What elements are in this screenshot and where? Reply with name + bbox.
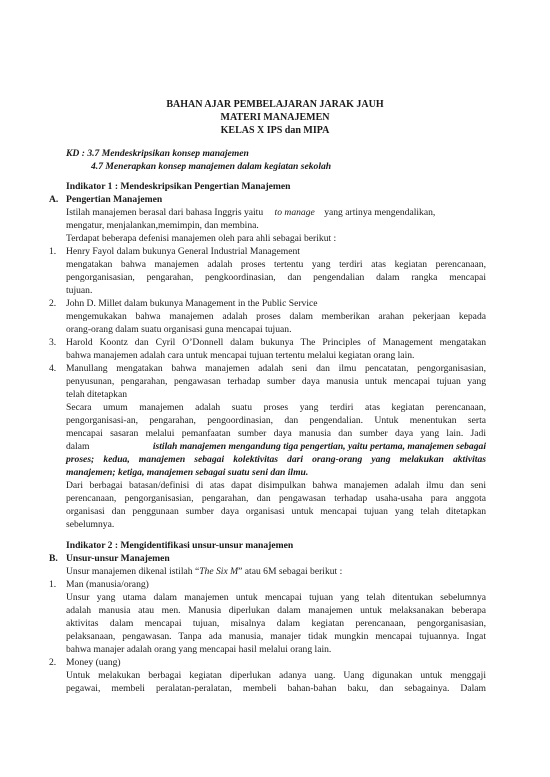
- summary-line-4: [66, 441, 486, 453]
- indikator-1-title: Indikator 1 : Mendeskripsikan Pengertian Manajemen: [66, 181, 291, 192]
- conclusion-line-4: sebelumnya.: [66, 519, 115, 530]
- def-4-line-1: Manullang mengatakan bahwa manajemen adalah seni dan ilmu pencatatan, pengorganisasian,: [66, 363, 486, 374]
- kd-line-1: KD : 3.7 Mendeskripsikan konsep manajemen: [66, 148, 249, 159]
- def-1-line-2: pengorganisasian, pengarahan, pengkoordinasian, dan pengendalian dalam rangka mencapai: [66, 272, 486, 283]
- six-m-1-line-2: adalah manusia atau men. Manusia diperlukan dalam manajemen untuk melaksanakan beberapa: [66, 605, 486, 616]
- section-a-letter: A.: [49, 194, 59, 205]
- summary-line-4-lead: dalam: [66, 441, 90, 452]
- six-m-2-line-1: Untuk melakukan berbagai kegiatan diperlukan adanya uang. Uang digunakan untuk menggaji: [66, 670, 486, 681]
- doc-title-line-1: BAHAN AJAR PEMBELAJARAN JARAK JAUH: [166, 99, 384, 110]
- def-1-line-3: tujuan.: [66, 285, 93, 296]
- indikator-2-title: Indikator 2 : Mengidentifikasi unsur-unsur manajemen: [66, 540, 294, 551]
- six-m-1-number: 1.: [49, 579, 57, 590]
- section-b-title: Unsur-unsur Manajemen: [66, 553, 170, 564]
- doc-title-line-3: KELAS X IPS dan MIPA: [220, 125, 330, 136]
- intro-text-a: Istilah manajemen berasal dari bahasa Inggris yaitu: [66, 207, 264, 218]
- summary-line-1: Secara umum manajemen adalah suatu proses yang terdiri atas kegiatan perencanaan,: [66, 402, 486, 413]
- section-b-letter: B.: [49, 553, 58, 564]
- six-m-intro: [66, 566, 342, 578]
- def-1-heading: Henry Fayol dalam bukunya General Industrial Management: [66, 246, 300, 257]
- six-m-1-line-1: Unsur yang utama dalam manajemen untuk mencapai tujuan yang telah ditentukan sebelumnya: [66, 592, 486, 603]
- summary-line-6: manajemen; ketiga, manajemen sebagai suatu seni dan ilmu.: [66, 467, 309, 478]
- intro-line-3: Terdapat beberapa defenisi manajemen oleh para ahli sebagai berikut :: [66, 233, 337, 244]
- kd-line-2: 4.7 Menerapkan konsep manajemen dalam kegiatan sekolah: [91, 161, 332, 172]
- def-1-line-1: mengatakan bahwa manajemen adalah proses tertentu yang terdiri atas kegiatan perencanaan,: [66, 259, 486, 270]
- def-2-heading: John D. Millet dalam bukunya Management in the Public Service: [66, 298, 318, 309]
- intro-line-2: mengatur, menjalankan,memimpin, dan membina.: [66, 220, 259, 231]
- summary-line-3: mencapai sasaran melalui pemanfaatan sumber daya manusia dan sumber daya yang lain. Jadi: [66, 428, 486, 439]
- intro-text-b: yang artinya mengendalikan,: [324, 207, 436, 218]
- six-m-2-number: 2.: [49, 657, 57, 668]
- conclusion-line-2: perencanaan, pengorganisasian, pengarahan, dan pengawasan terhadap usaha-usaha para anggota: [66, 493, 486, 504]
- six-m-intro-b: ” atau 6M sebagai berikut :: [238, 566, 343, 577]
- def-3-number: 3.: [49, 337, 57, 348]
- summary-line-4-emphasis: istilah manajemen mengandung tiga pengertian, yaitu pertama, manajemen sebagai: [152, 441, 486, 452]
- six-m-term: The Six M: [199, 566, 239, 577]
- conclusion-line-1: Dari berbagai batasan/definisi di atas dapat disimpulkan bahwa manajemen adalah ilmu dan seni: [66, 480, 486, 491]
- six-m-intro-a: Unsur manajemen dikenal istilah “: [66, 566, 200, 577]
- six-m-1-line-3: aktivitas dalam mencapai tujuan, misalnya dalam kegiatan perencanaan, pengorganisasian,: [66, 618, 486, 629]
- def-2-line-2: orang-orang dalam suatu organisasi guna mencapai tujuan.: [66, 324, 292, 335]
- six-m-2-heading: Money (uang): [66, 657, 121, 668]
- six-m-1-line-5: bahwa manajer adalah orang yang mencapai hasil melalui orang lain.: [66, 644, 332, 655]
- intro-line-1: [66, 207, 435, 219]
- conclusion-line-3: organisasi dan penggunaan sumber daya organisasi untuk mencapai tujuan yang telah ditetapkan: [66, 506, 486, 517]
- def-1-number: 1.: [49, 246, 57, 257]
- def-3-line-1: Harold Koontz dan Cyril O’Donnell dalam bukunya The Principles of Management mengatakan: [66, 337, 486, 348]
- six-m-1-line-4: pelaksanaan, pengawasan. Tanpa ada manusia, manajer tidak mungkin mencapai tujuannya. Ingat: [66, 631, 486, 642]
- def-2-line-1: mengemukakan bahwa manajemen adalah proses dalam memberikan arahan pekerjaan kepada: [66, 311, 486, 322]
- summary-line-5: proses; kedua, manajemen sebagai kolektivitas dari orang-orang yang melakukan aktivitas: [66, 454, 486, 465]
- six-m-2-line-2: pegawai, membeli peralatan-peralatan, membeli bahan-bahan baku, dan sebagainya. Dalam: [66, 683, 486, 694]
- six-m-1-heading: Man (manusia/orang): [66, 579, 149, 590]
- def-3-line-2: bahwa manajemen adalah cara untuk mencapai tujuan tertentu melalui kegiatan orang lain.: [66, 350, 415, 361]
- intro-term: to manage: [274, 207, 315, 218]
- def-2-number: 2.: [49, 298, 57, 309]
- def-4-line-3: telah ditetapkan: [66, 389, 128, 400]
- doc-title-line-2: MATERI MANAJEMEN: [220, 112, 330, 123]
- def-4-line-2: penyusunan, pengarahan, pengawasan terhadap sumber daya manusia untuk mencapai tujuan yang: [66, 376, 486, 387]
- summary-line-2: pengorganisasi-an, pengarahan, pengoordinasian, dan pengendalian. Untuk menentukan serta: [66, 415, 486, 426]
- section-a-title: Pengertian Manajemen: [66, 194, 163, 205]
- def-4-number: 4.: [49, 363, 57, 374]
